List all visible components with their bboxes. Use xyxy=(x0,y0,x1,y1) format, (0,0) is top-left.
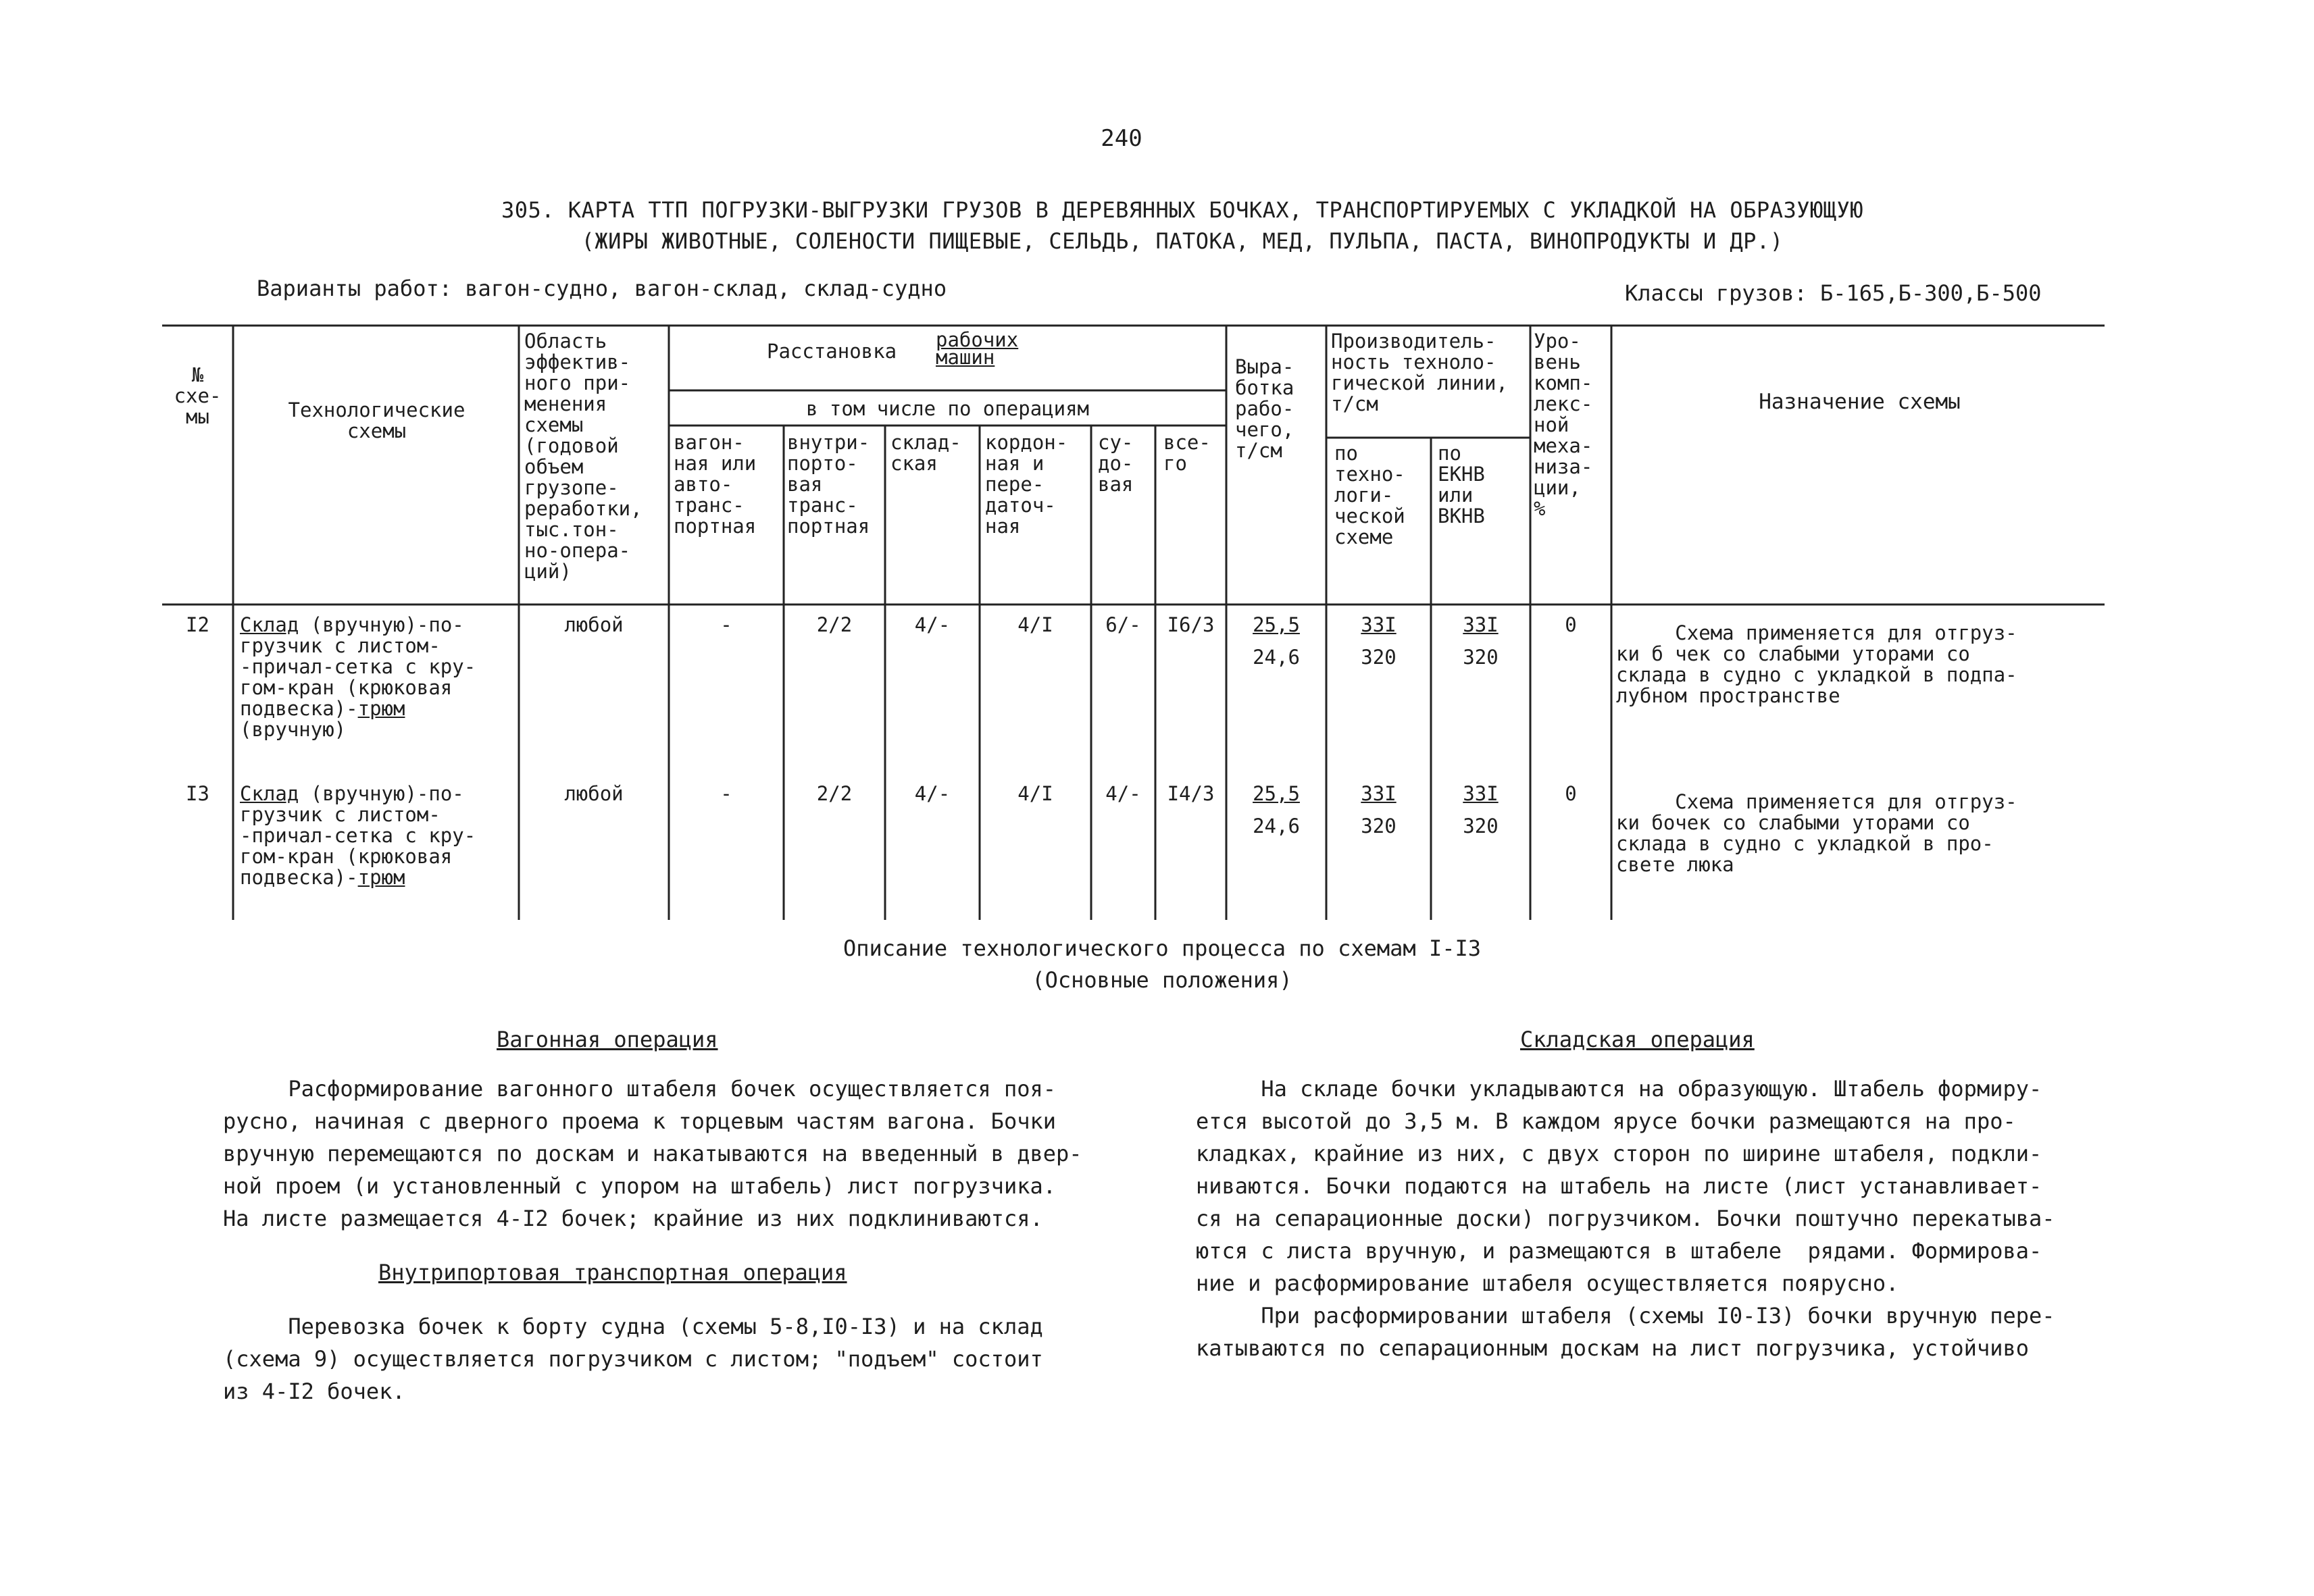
row-prod-ekn-top: 33I xyxy=(1463,613,1499,636)
row-kordon: 4/I xyxy=(1017,782,1053,805)
row-storage: 4/- xyxy=(914,782,951,805)
description-title: Описание технологического процесса по схемам I-I3 xyxy=(842,935,1481,961)
header-scheme-number: № схе- мы xyxy=(174,363,222,428)
row-tech-scheme: Склад (вручную)-по- грузчик с листом- -причал-сетка с кру- гом-кран (крюковая подвеска)-трюм xyxy=(240,782,476,889)
row-total: I6/3 xyxy=(1167,613,1215,636)
row-prod-tech-top: 33I xyxy=(1361,613,1397,636)
row-prod-ekn-bottom: 320 xyxy=(1463,646,1499,669)
header-prod-by-ekn: по ЕКНВ или ВКНВ xyxy=(1438,442,1485,527)
header-ship-op: су- до- вая xyxy=(1098,431,1134,496)
page-number: 240 xyxy=(1101,125,1142,152)
work-variants: Варианты работ: вагон-судно, вагон-склад, склад-судно xyxy=(257,276,947,301)
table-subtitle: (ЖИРЫ ЖИВОТНЫЕ, СОЛЕНОСТИ ПИЩЕВЫЕ, СЕЛЬДЬ, ПАТОКА, МЕД, ПУЛЬПА, ПАСТА, ВИНОПРОДУКТЫ И ДР.) xyxy=(581,228,1784,254)
header-wagon-op: вагон- ная или авто- транс- портная xyxy=(674,431,757,538)
row-mechanization: 0 xyxy=(1565,782,1577,805)
header-worker-output: Выра- ботка рабо- чего, т/см xyxy=(1235,355,1294,462)
row-output-top: 25,5 xyxy=(1253,613,1300,636)
header-application-area: Область эффектив- ного при- менения схемы (годовой объем грузопе- реработки, тыс.тон- но-опера- ций) xyxy=(524,330,643,583)
header-kordon-op: кордон- ная и пере- даточ- ная xyxy=(985,431,1068,538)
row-total: I4/3 xyxy=(1167,782,1215,805)
header-placement-machines: рабочих машин xyxy=(936,328,1019,369)
row-inport: 2/2 xyxy=(816,613,853,636)
row-num: I3 xyxy=(186,782,209,805)
row-prod-tech-top: 33I xyxy=(1361,782,1397,805)
row-storage: 4/- xyxy=(914,613,951,636)
row-output-bottom: 24,6 xyxy=(1253,815,1300,838)
cargo-classes: Классы грузов: Б-165,Б-300,Б-500 xyxy=(1625,280,2042,306)
row-ship: 4/- xyxy=(1105,782,1141,805)
row-prod-tech-bottom: 320 xyxy=(1361,815,1397,838)
section-heading-inport: Внутрипортовая транспортная операция xyxy=(378,1260,847,1285)
row-purpose: Схема применяется для отгруз- ки бочек со слабыми уторами со склада в судно с укладкой в про- свете люка xyxy=(1616,790,2017,876)
row-wagon: - xyxy=(720,613,732,636)
row-output-bottom: 24,6 xyxy=(1253,646,1300,669)
paragraph-storage: На складе бочки укладываются на образующую. Штабель формиру- ется высотой до 3,5 м. В каждом ярусе бочки размещаются на про- кладках, крайние из них, с двух сторон по ширине штабеля, подкли- ниваются. Бочки подаются на штабель на листе (лист устанавливает- ся на сепарационные доски) погрузчиком. Бочки поштучно перекатыва- ются с листа вручную, и размещаются в штабеле рядами. Формирова- ние и расформирование штабеля осуществляется поярусно. При расформировании штабеля (схемы I0-I3) бочки вручную пере- катываются по сепарационным доскам на лист погрузчика, устойчиво xyxy=(1196,1076,2055,1361)
row-purpose: Схема применяется для отгруз- ки б чек со слабыми уторами со склада в судно с укладкой в подпа- лубном пространстве xyxy=(1616,621,2017,707)
row-area: любой xyxy=(564,613,624,636)
section-heading-wagon: Вагонная операция xyxy=(497,1027,718,1052)
header-total: все- го xyxy=(1163,431,1211,475)
header-prod-by-tech-scheme: по техно- логи- ческой схеме xyxy=(1334,442,1405,548)
row-tech-scheme: Склад (вручную)-по- грузчик с листом- -причал-сетка с кру- гом-кран (крюковая подвеска)-трюм (вручную) xyxy=(240,613,476,741)
description-subtitle: (Основные положения) xyxy=(1032,967,1292,993)
header-inport-op: внутри- порто- вая транс- портная xyxy=(787,431,870,538)
paragraph-wagon: Расформирование вагонного штабеля бочек осуществляется поя- русно, начиная с дверного проема к торцевым частям вагона. Бочки вручную перемещаются по доскам и накатываются на введенный в двер- ной проем (и установленный с упором на штабель) лист погрузчика. На листе размещается 4-I2 бочек; крайние из них подклиниваются. xyxy=(223,1076,1082,1231)
header-mechanization-level: Уро- вень комп- лекс- ной меха- низа- ции, % xyxy=(1534,330,1593,520)
row-num: I2 xyxy=(186,613,209,636)
row-output-top: 25,5 xyxy=(1253,782,1300,805)
row-wagon: - xyxy=(720,782,732,805)
header-by-operations: в том числе по операциям xyxy=(805,397,1090,420)
row-mechanization: 0 xyxy=(1565,613,1577,636)
header-storage-op: склад- ская xyxy=(890,431,961,475)
header-line-productivity: Производитель- ность техноло- гической линии, т/см xyxy=(1331,330,1508,415)
row-prod-ekn-top: 33I xyxy=(1463,782,1499,805)
header-placement: Расстановка xyxy=(767,340,897,363)
row-ship: 6/- xyxy=(1105,613,1141,636)
section-heading-storage: Складская операция xyxy=(1520,1027,1755,1052)
table-title: 305. КАРТА ТТП ПОГРУЗКИ-ВЫГРУЗКИ ГРУЗОВ В ДЕРЕВЯННЫХ БОЧКАХ, ТРАНСПОРТИРУЕМЫХ С УКЛАДКОЙ НА ОБРАЗУЮЩУЮ xyxy=(501,197,1864,223)
row-kordon: 4/I xyxy=(1017,613,1053,636)
row-prod-ekn-bottom: 320 xyxy=(1463,815,1499,838)
header-tech-schemes: Технологические схемы xyxy=(288,398,466,442)
header-scheme-purpose: Назначение схемы xyxy=(1759,390,1961,414)
row-area: любой xyxy=(564,782,624,805)
row-prod-tech-bottom: 320 xyxy=(1361,646,1397,669)
paragraph-inport: Перевозка бочек к борту судна (схемы 5-8,I0-I3) и на склад (схема 9) осуществляется погрузчиком с листом; "подъем" состоит из 4-I2 бочек. xyxy=(223,1314,1043,1404)
row-inport: 2/2 xyxy=(816,782,853,805)
